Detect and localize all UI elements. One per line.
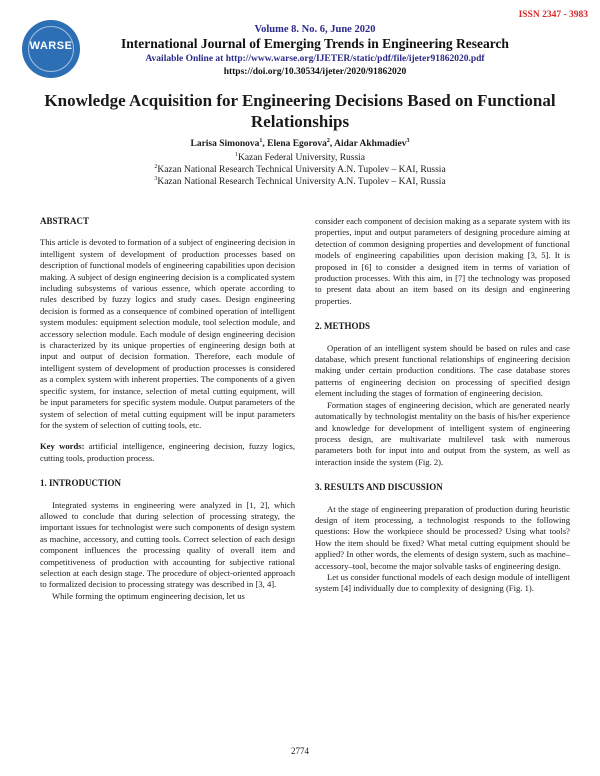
logo-text: WARSE (29, 40, 73, 52)
author-3-mark: 3 (406, 138, 410, 144)
paper-title: Knowledge Acquisition for Engineering Decisions Based on Functional Relationships (44, 91, 556, 131)
abstract-text: This article is devoted to formation of a subject of engineering decision in intelligent system of development of production processes based on description of functional models of engineering capabilities upon decision making. A subject of design engineering decision is a complicated system including subsystems of various essence, which operate according to rules described by fuzzy logics and study cases. Design engineering decision is formed as a consequence of combined operation of intelligent system modules: equipment selection module, tool selection module, and accessory selection module. Each module of design engineering decision is characterized by its unique properties of engineering design both at input and output of decision formation. Therefore, each module of intelligent system of development of production processes is considered as a complex system with inherent properties. The components of a given specific system, for instance, selection of metal cutting equipment, will be input parameters for specific system module. Output parameters of the system of selection of metal cutting equipment will be input parameters for the system of selection of cutting tools, etc. (40, 237, 295, 430)
methods-paragraph-1: Operation of an intelligent system should be based on rules and case database, which present functional relationships of engineering decision making under certain production conditions. The case database stores patterns of engineering decision on processing of specified design element including the stages of formation of engineering decision. (315, 342, 570, 399)
results-paragraph-2: Let us consider functional models of each design module of intelligent system [4] individually due to complexity of designing (Fig. 1). (315, 571, 570, 594)
issn-label: ISSN 2347 - 3983 (518, 10, 588, 20)
methods-heading: 2. METHODS (315, 321, 371, 332)
introduction-paragraph-3: consider each component of decision making as a separate system with its properties, input and output parameters of designing procedure aiming at detection of common designing properties and development of functional models of engineering capabilities upon decision making [3, 5]. It is proposed in [6] to consider a designed item in terms of variation of production processes. With this aim, in [7] the technology was proposed to present data about an item based on its design and engineering properties. (315, 216, 570, 306)
affiliation-1 (0, 152, 600, 163)
results-paragraph-1: At the stage of engineering preparation of production during heuristic design of item processing, a technologist responds to the following questions: How the workpiece should be processed? Using what tools? How the item should be fixed? What metal cutting equipment should be applied? In other words, the elements of design system, such as machine–accessory–tool, become the major solvable tasks of engineering design. (315, 503, 570, 571)
abstract-heading: ABSTRACT (40, 216, 90, 226)
author-list (0, 138, 600, 149)
affiliation-2-mark: 2 (154, 164, 158, 170)
affiliation-1-text: Kazan Federal University, Russia (237, 153, 366, 164)
methods-paragraph-2: Formation stages of engineering decision, which are generated nearly automatically by technologist mentality on the basis of his/her experience and knowledge for development of intelligent system of engineering process design, are multivariate multilevel task with numerous parameters both for input into and output from the system, as well as interaction inside the system (Fig. 2). (315, 399, 570, 467)
affiliation-3-text: Kazan National Research Technical University A.N. Tupolev – KAI, Russia (157, 177, 446, 188)
affiliation-2 (0, 164, 600, 175)
introduction-heading: 1. INTRODUCTION (40, 478, 122, 489)
doi-link[interactable]: https://doi.org/10.30534/ijeter/2020/91862020 (223, 67, 407, 77)
introduction-paragraph-2: While forming the optimum engineering decision, let us (52, 590, 245, 601)
left-column (40, 216, 295, 602)
results-heading: 3. RESULTS AND DISCUSSION (315, 482, 443, 493)
keywords-text: artificial intelligence, engineering decision, fuzzy logics, cutting tools, production process. (40, 441, 296, 463)
affiliation-2-text: Kazan National Research Technical University A.N. Tupolev – KAI, Russia (157, 165, 446, 176)
right-column (315, 216, 570, 595)
affiliation-3-mark: 3 (154, 176, 158, 182)
keywords-label: Key words: (40, 441, 85, 452)
author-2-mark: 2 (326, 138, 330, 144)
volume-line: Volume 8. No. 6, June 2020 (254, 24, 376, 35)
page-number: 2774 (291, 746, 309, 756)
introduction-paragraph-1: Integrated systems in engineering were analyzed in [1, 2], which allowed to conclude that during selection of processing strategy, the important issues for technologist were such components of design system as machine, accessory, and cutting tools. Correct selection of each design component influences the processing quality of overall item and competitiveness of production with accounting for subjective rational selection at each design stage. The procedure of object-oriented approach to formalized decision to processing strategy was described in [3, 4]. (40, 499, 295, 590)
author-1: Larisa Simonova (190, 139, 260, 150)
author-3: , Aidar Akhmadiev (329, 139, 407, 150)
journal-name: International Journal of Emerging Trends in Engineering Research (121, 36, 509, 51)
keywords (40, 441, 295, 464)
author-2: , Elena Egorova (262, 139, 327, 150)
author-1-mark: 1 (259, 138, 263, 144)
affiliation-1-mark: 1 (234, 152, 238, 158)
affiliation-3 (0, 176, 600, 187)
available-online-link[interactable]: Available Online at http://www.warse.org/IJETER/static/pdf/file/ijeter91862020.pdf (145, 54, 485, 64)
